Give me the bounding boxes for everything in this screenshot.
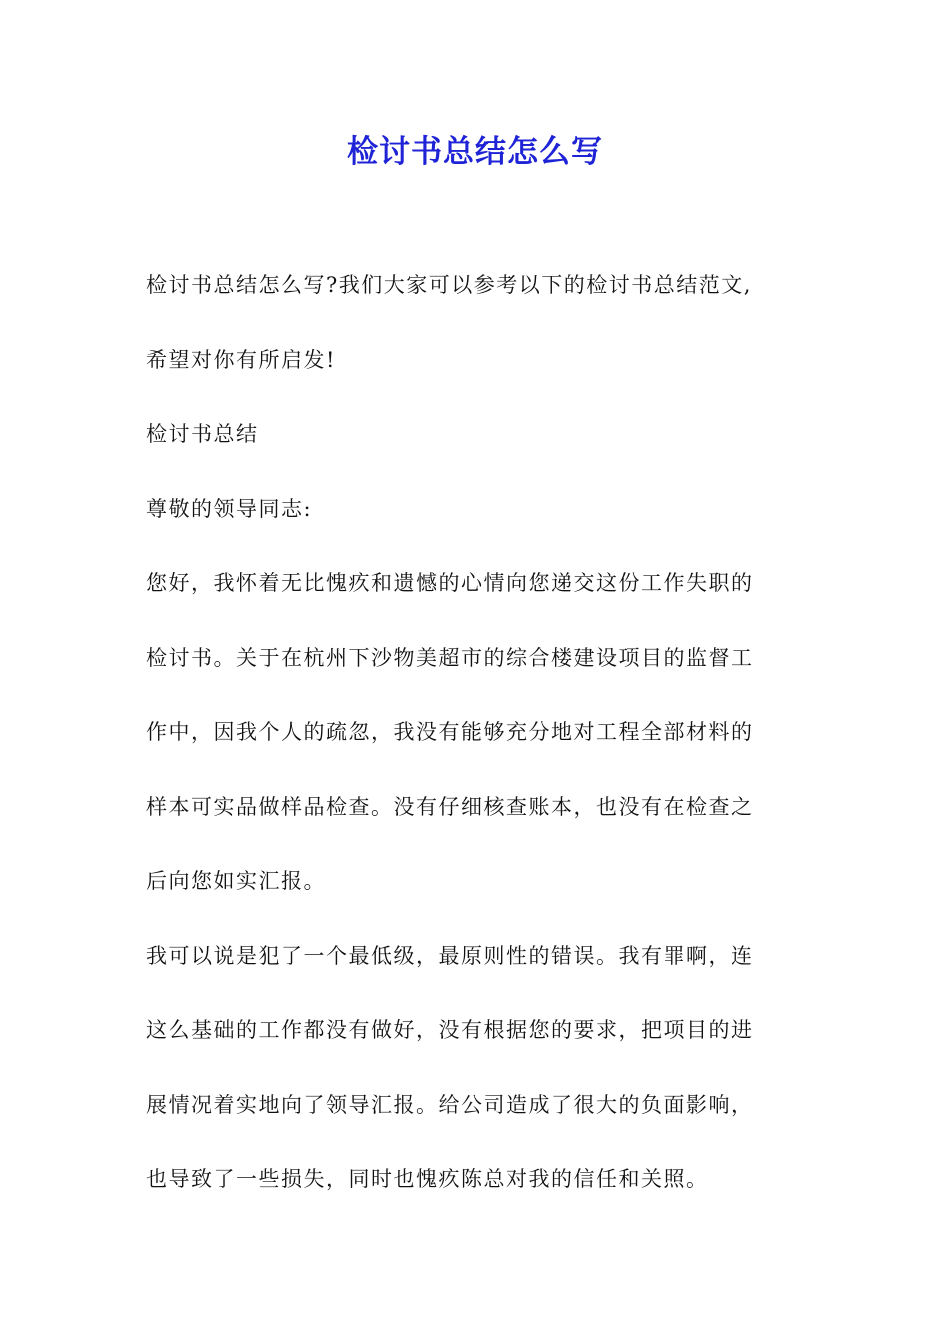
body-line: 您好，我怀着无比愧疚和遗憾的心情向您递交这份工作失职的 [146, 571, 754, 595]
body-line: 检讨书。关于在杭州下沙物美超市的综合楼建设项目的监督工 [146, 646, 754, 670]
body-line: 检讨书总结 [146, 422, 259, 446]
body-line: 我可以说是犯了一个最低级，最原则性的错误。我有罪啊，连 [146, 944, 754, 968]
body-line: 展情况着实地向了领导汇报。给公司造成了很大的负面影响， [146, 1093, 754, 1117]
body-line: 后向您如实汇报。 [146, 869, 326, 893]
body-line: 这么基础的工作都没有做好，没有根据您的要求，把项目的进 [146, 1018, 754, 1042]
body-line: 样本可实品做样品检查。没有仔细核查账本，也没有在检查之 [146, 795, 754, 819]
body-line: 希望对你有所启发! [146, 348, 336, 372]
body-line: 尊敬的领导同志: [146, 497, 313, 521]
document-title: 检讨书总结怎么写 [347, 134, 603, 170]
body-line: 也导致了一些损失，同时也愧疚陈总对我的信任和关照。 [146, 1167, 709, 1191]
body-line: 检讨书总结怎么写?我们大家可以参考以下的检讨书总结范文, [146, 273, 752, 297]
body-line: 作中，因我个人的疏忽，我没有能够充分地对工程全部材料的 [146, 720, 754, 744]
